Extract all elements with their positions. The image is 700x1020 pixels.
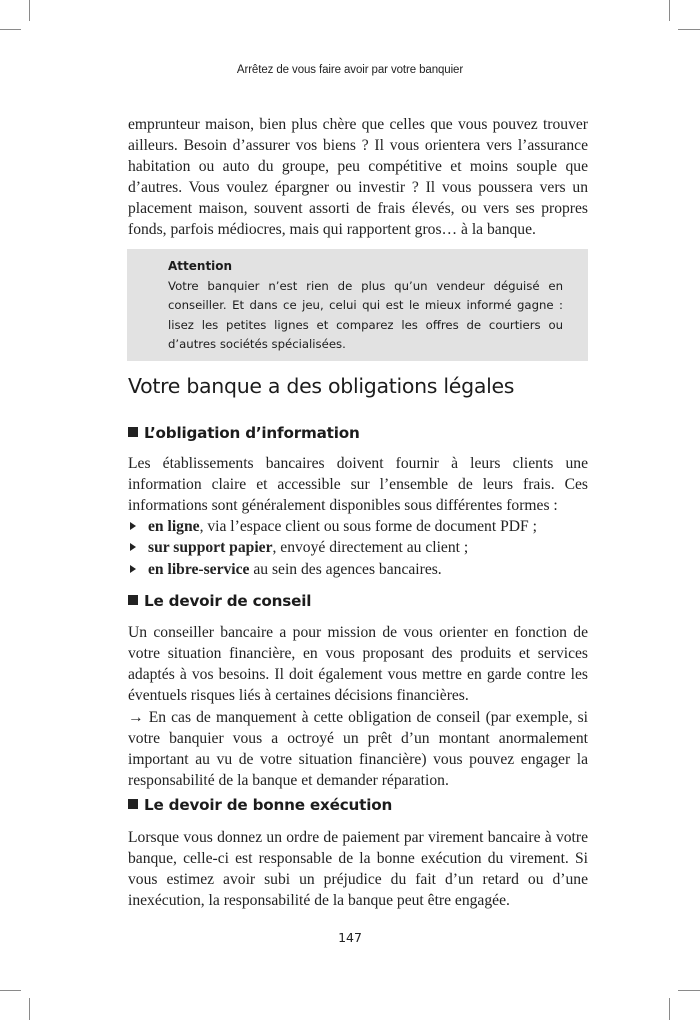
list-item [128,516,588,537]
list-item [128,559,588,580]
bullet-bold: en libre-service [148,560,250,578]
subsection-title-text: Le devoir de bonne exécution [144,796,393,814]
subsection-title-information [128,424,360,442]
bullet-text: au sein des agences bancaires. [249,560,442,578]
bullet-text: , envoyé directement au client ; [272,539,469,557]
subsection-title-text: Le devoir de conseil [144,592,312,610]
note-text: En cas de manquement à cette obligation de conseil (par exemple, si votre banquier vous a octroyé un prêt d’un montant anormalement important au vu de votre situation financière) vous pouvez engager la responsabilité de la banque et demander réparation. [128,709,588,790]
page-number: 147 [338,930,362,945]
conseil-paragraph: Un conseiller bancaire a pour mission de vous orienter en fonction de votre situation financière, en vous proposant des produits et services adaptés à vos besoins. Il doit également vous mettre en garde contre les éventuels risques liés à certaines décisions financières. [128,624,588,705]
subsection-title-text: L’obligation d’information [144,424,360,442]
bullet-bold: en ligne [148,518,200,535]
execution-paragraph: Lorsque vous donnez un ordre de paiement par virement bancaire à votre banque, celle-ci est responsable de la bonne exécution du virement. Si vous estimez avoir subi un préjudice du fait d’un retard ou d’une inexécution, la responsabilité de la banque peut être engagée. [128,829,588,910]
information-bullet-list [128,516,588,580]
bullet-text: , via l’espace client ou sous forme de document PDF ; [199,518,537,535]
square-bullet-icon [128,595,138,605]
crop-mark-bottom-right-horizontal [678,990,700,991]
callout-text: Votre banquier n’est rien de plus qu’un vendeur déguisé en conseiller. Et dans ce jeu, celui qui est le mieux informé gagne : lisez les petites lignes et comparez les offres de courtiers ou d’autres sociétés spécialisées. [168,278,563,351]
information-paragraph: Les établissements bancaires doivent fournir à leurs clients une information claire et accessible sur l’ensemble de leurs frais. Ces informations sont généralement disponibles sous différentes formes : [128,455,588,515]
attention-callout [127,249,588,361]
conseil-note [128,707,588,791]
crop-mark-bottom-left-vertical [29,998,30,1020]
square-bullet-icon [128,799,138,809]
crop-mark-top-left-vertical [29,0,30,21]
callout-title: Attention [168,259,233,273]
square-bullet-icon [128,427,138,437]
list-item [128,537,588,558]
subsection-title-execution [128,796,392,814]
subsection-title-conseil [128,592,311,610]
arrow-right-icon: → [128,709,144,726]
crop-mark-bottom-left-horizontal [0,990,21,991]
bullet-bold: sur support papier [148,539,273,557]
triangle-bullet-icon [130,543,136,551]
crop-mark-bottom-right-vertical [669,998,670,1020]
intro-paragraph: emprunteur maison, bien plus chère que celles que vous pouvez trouver ailleurs. Besoin d’assurer vos biens ? Il vous orientera vers l’assurance habitation ou auto du groupe, peu compétitive et moins souple que d’autres. Vous voulez épargner ou investir ? Il vous poussera vers un placement maison, souvent assorti de frais élevés, ou vers ses propres fonds, parfois médiocres, mais qui rapportent gros… à la banque. [128,116,588,239]
triangle-bullet-icon [130,565,136,573]
triangle-bullet-icon [130,522,136,530]
crop-mark-top-left-horizontal [0,29,21,30]
running-header: Arrêtez de vous faire avoir par votre banquier [236,64,464,76]
crop-mark-top-right-vertical [669,0,670,21]
section-title: Votre banque a des obligations légales [128,374,515,398]
crop-mark-top-right-horizontal [678,29,700,30]
